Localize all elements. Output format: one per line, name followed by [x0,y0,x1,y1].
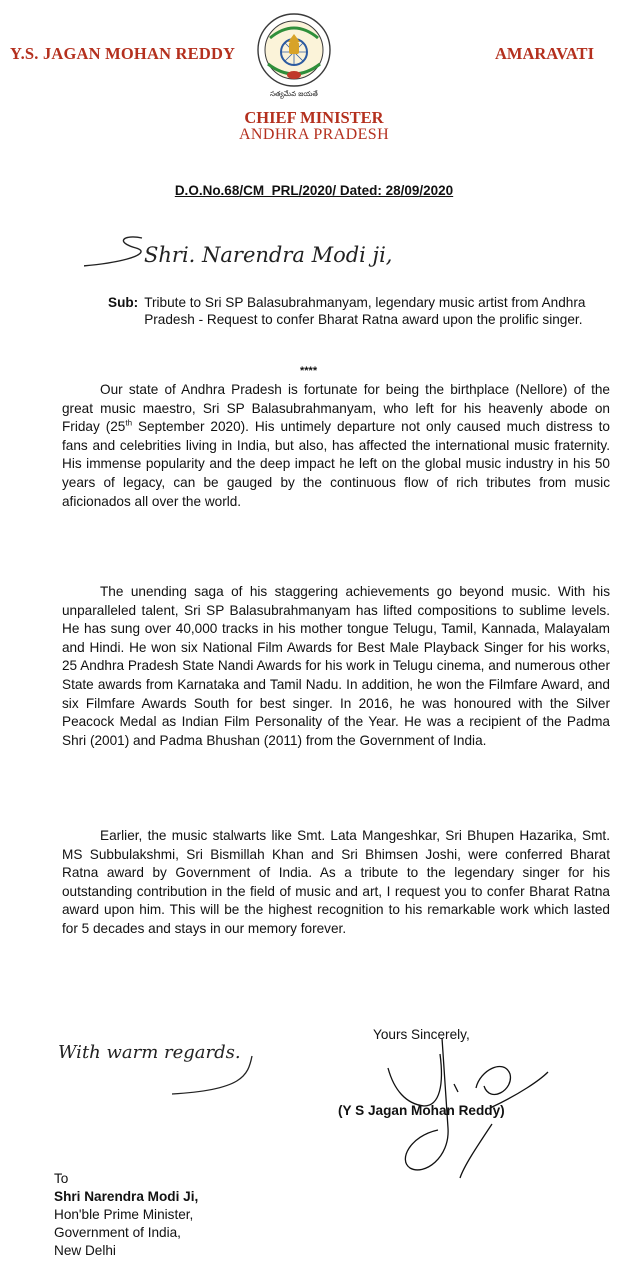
subject-text: Tribute to Sri SP Balasubrahmanyam, legendary music artist from Andhra Pradesh - Request to confer Bharat Ratna award upon the prolific singer. [144,295,586,327]
sender-name: Y.S. JAGAN MOHAN REDDY [10,44,236,63]
office-title: CHIEF MINISTER [244,108,384,127]
signatory-name: (Y S Jagan Mohan Reddy) [338,1103,505,1118]
subject-block [108,294,613,328]
handwritten-salutation [84,220,504,280]
closing-yours: Yours Sincerely, [373,1027,470,1042]
paragraph-2: The unending saga of his staggering achievements go beyond music. With his unparalleled talent, Sri SP Balasubrahmanyam has lifted compositions to sublime levels. He has sung over 40,000 tracks in his mother tongue Telugu, Tamil, Kannada, Malayalam and Hindi. He won six National Film Awards for Best Male Playback Singer for his works, 25 Andhra Pradesh State Nandi Awards for his work in Telugu cinema, and numerous other State awards from Karnataka and Tamil Nadu. In addition, he won the Filmfare Award, and six Filmfare Awards South for best singer. In 2016, he was honoured with the Silver Peacock Medal as Indian Film Personality of the Year. He was a recipient of the Padma Shri (2001) and Padma Bhushan (2011) from the Government of India. [62,584,610,748]
separator: **** [300,365,318,377]
recipient-organisation: Government of India, [54,1225,181,1240]
reference-number: D.O.No.68/CM_PRL/2020/ Dated: 28/09/2020 [174,183,454,198]
emblem-motto: సత్యమేవ జయతే [270,90,318,98]
recipient-address [54,1170,198,1260]
recipient-name: Shri Narendra Modi Ji, [54,1189,199,1204]
office-state: ANDHRA PRADESH [238,126,390,143]
handwritten-regards [52,1028,292,1108]
address-to: To [54,1171,69,1186]
subject-label: Sub: [108,295,139,310]
regards-text: With warm regards. [58,1042,241,1063]
sender-place: AMARAVATI [494,44,594,63]
recipient-designation: Hon'ble Prime Minister, [54,1207,194,1222]
salutation-text: Shri. Narendra Modi ji, [144,243,393,267]
paragraph-1: Our state of Andhra Pradesh is fortunate for being the birthplace (Nellore) of the great music maestro, Sri SP Balasubrahmanyam, who left for his heavenly abode on Friday (25th September 2020). His untimely departure not only caused much distress to fans and celebrities living in India, but also, has affected the international music fraternity. His immense popularity and the deep impact he left on the global music industry in his 50 years of legacy, can be gauged by the continuous flow of rich tributes from music aficionados all over the world. [62,382,610,509]
andhra-pradesh-emblem-icon [256,12,332,107]
paragraph-3: Earlier, the music stalwarts like Smt. Lata Mangeshkar, Sri Bhupen Hazarika, Smt. MS Subbulakshmi, Sri Bismillah Khan and Sri Bhimsen Joshi, were conferred Bharat Ratna award by Government of India. As a tribute to the legendary singer for his outstanding contribution in the field of music and art, I request you to confer Bharat Ratna award upon him. This will be the highest recognition to his remarkable work which lasted for 5 decades and stays in our memory forever. [62,828,610,936]
recipient-city: New Delhi [54,1243,116,1258]
